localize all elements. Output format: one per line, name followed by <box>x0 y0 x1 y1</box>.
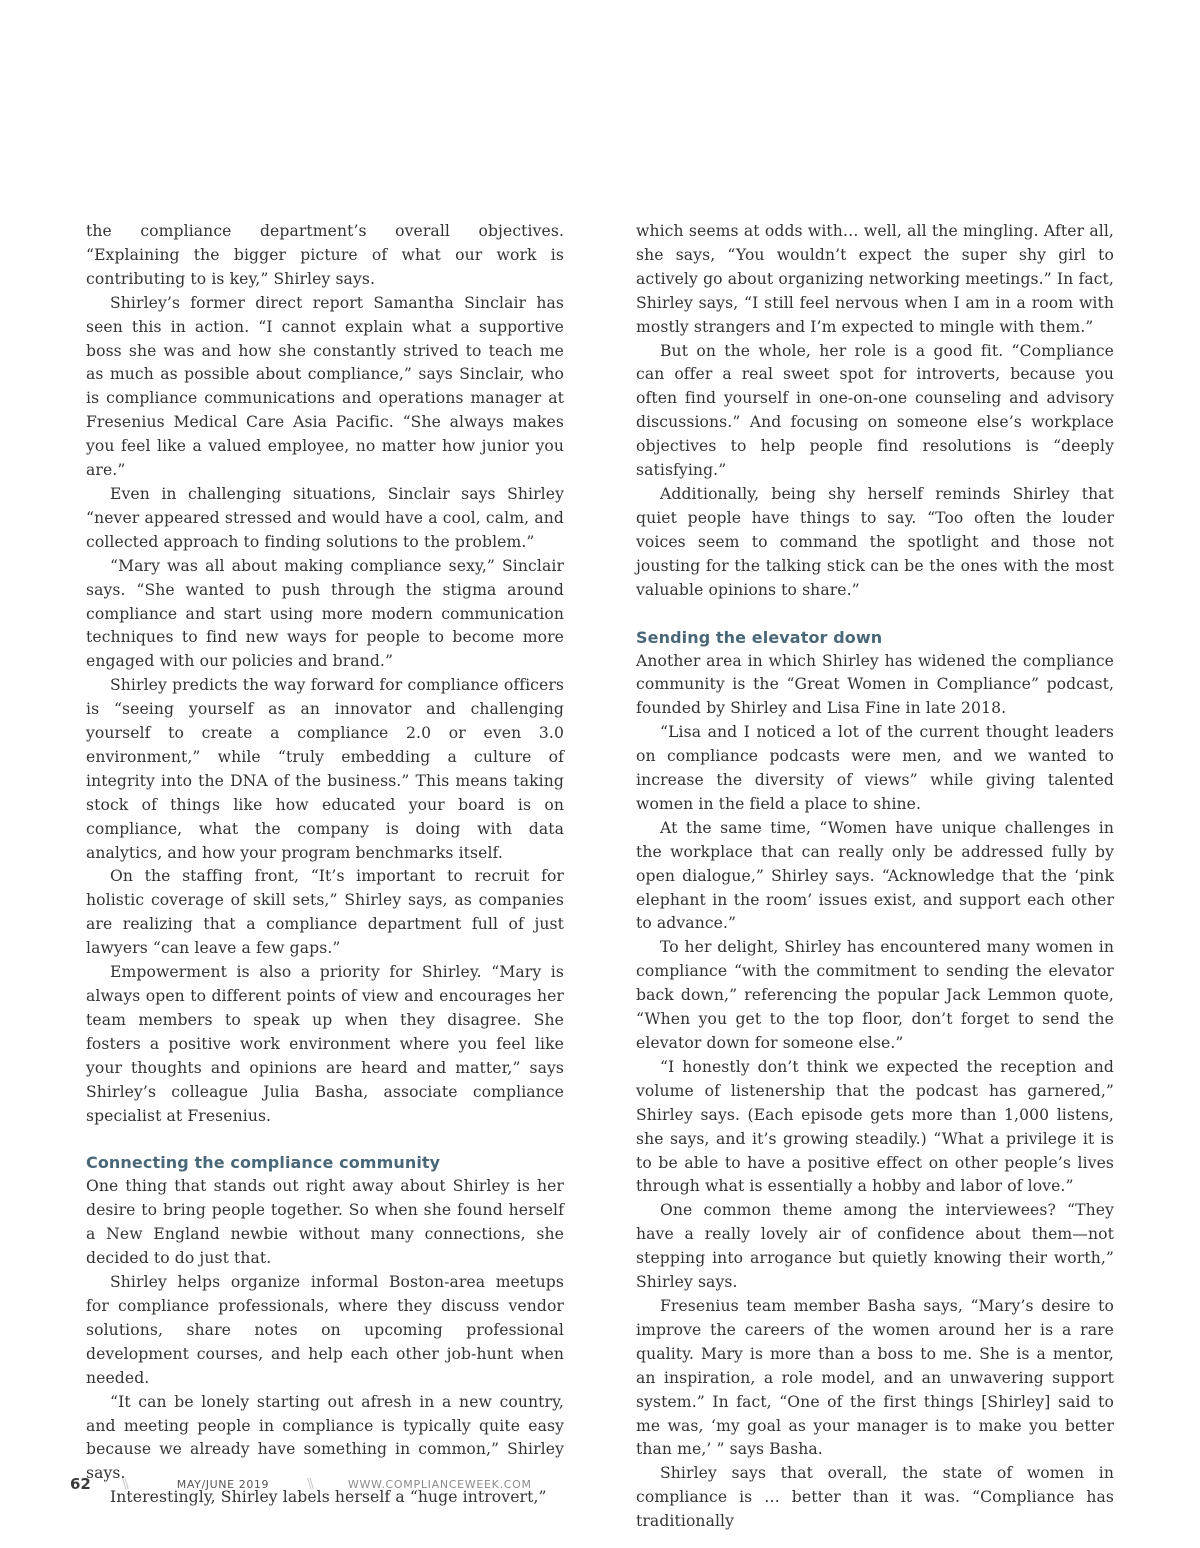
paragraph: Shirley says that overall, the state of women in compliance is … better than it was. “Compliance has traditionally <box>636 1464 1114 1531</box>
paragraph: Empowerment is also a priority for Shirley. “Mary is always open to different points of view and encourages her team members to speak up when they disagree. She fosters a positive work environment where you feel like your thoughts and opinions are heard and matter,” says Shirley’s colleague Julia Basha, associate compliance specialist at Fresenius. <box>86 963 564 1125</box>
website-url: WWW.COMPLIANCEWEEK.COM <box>347 1477 532 1491</box>
paragraph: Fresenius team member Basha says, “Mary’s desire to improve the careers of the women around her is a rare quality. Mary is more than a boss to me. She is a mentor, an inspiration, a role model, and an unwavering support system.” In fact, “One of the first things [Shirley] said to me was, ‘my goal as your manager is to make you better than me,’ ” says Basha. <box>636 1296 1114 1459</box>
page-footer <box>70 1472 532 1496</box>
paragraph: “Mary was all about making compliance sexy,” Sinclair says. “She wanted to push through the stigma around compliance and start using more modern communication techniques to find new ways for people to become more engaged with our policies and brand.” <box>86 556 564 671</box>
paragraph: Another area in which Shirley has widened the compliance community is the “Great Women in Compliance” podcast, founded by Shirley and Lisa Fine in late 2018. <box>636 651 1114 718</box>
page-number: 62 <box>70 1475 91 1493</box>
paragraph: which seems at odds with… well, all the mingling. After all, she says, “You wouldn’t expect the super shy girl to actively go about organizing networking meetings.” In fact, Shirley says, “I still feel nervous when I am in a room with mostly strangers and I’m expected to mingle with them.” <box>636 222 1114 336</box>
paragraph: To her delight, Shirley has encountered many women in compliance “with the commitment to sending the elevator back down,” referencing the popular Jack Lemmon quote, “When you get to the top floor, don’t forget to send the elevator down for someone else.” <box>636 938 1114 1052</box>
right-column <box>636 220 1114 1534</box>
paragraph: “I honestly don’t think we expected the reception and volume of listenership that the podcast has garnered,” Shirley says. (Each episode gets more than 1,000 listens, she says, and it’s growing steadily.) “What a privilege it is to be able to have a positive effect on other people’s lives through what is essentially a hobby and labor of love.” <box>636 1057 1114 1196</box>
footer-separator: \\ <box>307 1476 312 1492</box>
section-heading: Connecting the compliance community <box>86 1153 441 1173</box>
issue-date: MAY/JUNE 2019 <box>176 1477 270 1491</box>
paragraph: Even in challenging situations, Sinclair says Shirley “never appeared stressed and would have a cool, calm, and collected approach to finding solutions to the problem.” <box>86 484 564 551</box>
paragraph: Shirley helps organize informal Boston-area meetups for compliance professionals, where they discuss vendor solutions, share notes on upcoming professional development courses, and help each other job-hunt when needed. <box>86 1273 564 1387</box>
footer-separator: \\ <box>122 1476 127 1492</box>
paragraph: One thing that stands out right away about Shirley is her desire to bring people together. So when she found herself a New England newbie without many connections, she decided to do just that. <box>86 1177 564 1268</box>
paragraph: Interestingly, Shirley labels herself a “huge introvert,” <box>110 1488 547 1507</box>
paragraph: the compliance department’s overall objectives. “Explaining the bigger picture of what our work is contributing to is key,” Shirley says. <box>86 222 564 288</box>
left-column <box>86 220 564 1510</box>
paragraph: On the staffing front, “It’s important to recruit for holistic coverage of skill sets,” Shirley says, as companies are realizing that a compliance department full of just lawyers “can leave a few gaps.” <box>86 867 564 958</box>
paragraph: At the same time, “Women have unique challenges in the workplace that can really only be addressed fully by open dialogue,” Shirley says. “Acknowledge that the ‘pink elephant in the room’ issues exist, and support each other to advance.” <box>636 818 1114 933</box>
paragraph: Shirley predicts the way forward for compliance officers is “seeing yourself as an innovator and challenging yourself to create a compliance 2.0 or even 3.0 environment,” while “truly embedding a culture of integrity into the DNA of the business.” This means taking stock of things like how educated your board is on compliance, what the company is doing with data analytics, and how your program benchmarks itself. <box>86 676 564 862</box>
paragraph: Shirley’s former direct report Samantha Sinclair has seen this in action. “I cannot explain what a supportive boss she was and how she constantly strived to teach me as much as possible about compliance,” says Sinclair, who is compliance communications and operations manager at Fresenius Medical Care Asia Pacific. “She always makes you feel like a valued employee, no matter how junior you are.” <box>86 293 564 480</box>
section-heading: Sending the elevator down <box>636 627 883 647</box>
paragraph: “It can be lonely starting out afresh in a new country, and meeting people in compliance is typically quite easy because we already have something in common,” Shirley says. <box>86 1392 564 1483</box>
paragraph: Additionally, being shy herself reminds Shirley that quiet people have things to say. “Too often the louder voices seem to command the spotlight and those not jousting for the talking stick can be the ones with the most valuable opinions to share.” <box>636 484 1114 599</box>
paragraph: But on the whole, her role is a good fit. “Compliance can offer a real sweet spot for introverts, because you often find yourself in one-on-one counseling and advisory discussions.” And focusing on someone else’s workplace objectives to help people find resolutions is “deeply satisfying.” <box>636 341 1114 480</box>
paragraph: One common theme among the interviewees? “They have a really lovely air of confidence about them—not stepping into arrogance but quietly knowing their worth,” Shirley says. <box>636 1201 1114 1292</box>
paragraph: “Lisa and I noticed a lot of the current thought leaders on compliance podcasts were men, and we wanted to increase the diversity of views” while giving talented women in the field a place to shine. <box>636 723 1114 813</box>
